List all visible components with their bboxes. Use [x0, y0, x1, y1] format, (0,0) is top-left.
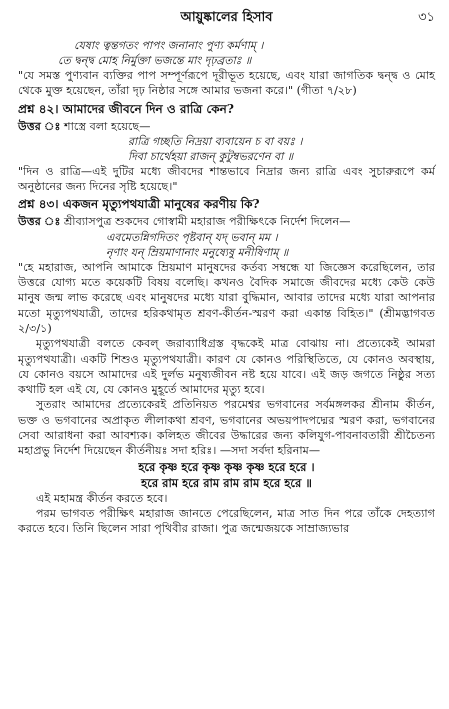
- maha-mantra: [18, 459, 435, 491]
- answer-43: [18, 214, 435, 229]
- verse-line: যেষাং ত্বন্তগতং পাপং জনানাং পুণ্য কর্মণাম্‌ ।: [74, 39, 264, 52]
- verse-day-night: [18, 134, 435, 164]
- chapter-title: আয়ুষ্কালের হিসাব: [180, 10, 273, 25]
- body-paragraph: পরম ভাগবত পরীক্ষিৎ মহারাজ জানতে পেরেছিলেন, মাত্র সাত দিন পরে তাঁকে দেহত্যাগ করতে হবে। তিনি ছিলেন সারা পৃথিবীর রাজা। পুত্র জন্মেজয়কে সাম্রাজ্যভার: [18, 506, 435, 536]
- translation-paragraph: "হে মহারাজ, আপনি আমাকে ম্রিয়মাণ মানুষদের কর্তব্য সম্বন্ধে যা জিজ্ঞেস করেছিলেন, তার উত্তরে যোগ্য মতে কয়েকটি বিষয় বলেছি। কখনও বৈদিক সমাজে জীবদের মধ্যে কেউ কেউ মানুষ জন্ম লাভ করেছে এবং মানুষদের মধ্যে যারা বুদ্ধিমান, আবার তাদের মধ্যে যারা আপনার মতো মৃত্যুপথযাত্রী, তাদের হরিকথামৃত শ্রবণ-কীর্তন-স্মরণ করা একান্ত বিহিত।" (শ্রীমদ্ভাগবত ২/৩/১): [18, 260, 435, 335]
- verse-gita: [18, 38, 435, 68]
- verse-line: তে দ্বন্দ্ব মোহ নির্মুক্তা ভজন্তে মাং দৃঢ়ব্রতাঃ ॥: [58, 54, 252, 67]
- body-paragraph: এই মহামন্ত্র কীর্তন করতে হবে।: [36, 491, 168, 505]
- body-paragraph: সুতরাং আমাদের প্রত্যেকেরই প্রতিনিয়ত পরমেশ্বর ভগবানের সর্বমঙ্গলকর শ্রীনাম কীর্তন, ভক্ত ও ভগবানের অপ্রাকৃত লীলাকথা শ্রবণ, ভগবানের অভয়পাদপদ্মের স্মরণ করা, ভগবানের সেবা আরাধনা করা আবশ্যক। কলিহত জীবের উদ্ধারের জন্য কলিযুগ-পাবনাবতারী শ্রীচৈতন্য মহাপ্রভু নির্দেশ দিয়েছেন কীর্তনীয়ঃ সদা হরিঃ। —সদা সর্বদা হরিনাম—: [18, 398, 435, 458]
- verse-line: এবমেতন্নিগদিতং পৃষ্টবান্‌ যদ্‌ ভবান্‌ মম ।: [106, 230, 278, 244]
- question-label: প্রশ্ন ৪২।: [18, 101, 59, 116]
- page-header: [18, 8, 435, 28]
- question-text: একজন মৃত্যুপথযাত্রী মানুষের করণীয় কি?: [62, 197, 260, 212]
- translation-paragraph: "যে সমস্ত পুণ্যবান ব্যক্তির পাপ সম্পূর্ণরূপে দূরীভূত হয়েছে, এবং যারা জাগতিক দ্বন্দ্ব ও মোহ থেকে মুক্ত হয়েছেন, তাঁরা দৃঢ় নিষ্ঠার সঙ্গে আমার ভজনা করে।" (গীতা ৭/২৮): [18, 69, 435, 98]
- translation-paragraph: "দিন ও রাত্রি—এই দুটির মধ্যে জীবদের শান্তভাবে নিদ্রার জন্য রাত্রি এবং সুচারুরূপে কর্ম অনুষ্ঠানের জন্য দিনের সৃষ্টি হয়েছে।": [18, 164, 435, 194]
- answer-label: উত্তর ঃ: [18, 118, 61, 133]
- answer-42: [18, 119, 435, 134]
- verse-line: রাত্রি গচ্ছতি নিদ্রয়া ব্যবায়েন চ বা বয়ঃ ।: [128, 134, 303, 148]
- answer-text: শ্রীব্যাসপুত্র শুকদেব গোস্বামী মহারাজ পরীক্ষিৎকে নির্দেশ দিলেন—: [63, 215, 351, 229]
- question-label: প্রশ্ন ৪৩।: [18, 197, 59, 212]
- page-number: ৩১: [418, 10, 435, 25]
- question-42: [18, 101, 435, 118]
- question-text: আমাদের জীবনে দিন ও রাত্রি কেন?: [62, 101, 234, 116]
- answer-label: উত্তর ঃ: [18, 214, 61, 229]
- answer-text: শাস্ত্রে বলা হয়েছে—: [63, 119, 151, 133]
- mantra-line: হরে কৃষ্ণ হরে কৃষ্ণ কৃষ্ণ কৃষ্ণ হরে হরে ।: [138, 459, 315, 474]
- question-43: [18, 196, 435, 213]
- verse-line: নৃণাং যন্‌ ম্রিয়মাণানাং মনুষ্যেষু মনীষিণাম্‌ ॥: [106, 245, 289, 259]
- verse-line: দিবা চার্থেহয়া রাজন্‌ কুটুম্বভরণেন বা ॥: [128, 149, 294, 163]
- body-paragraph: মৃত্যুপথযাত্রী বলতে কেবল্‌ জরাব্যাধিগ্রস্ত বৃদ্ধকেই মাত্র বোঝায় না। প্রত্যেকেই আমরা মৃত্যুপথযাত্রী। একটি শিশুও মৃত্যুপথযাত্রী। কারণ যে কোনও পরিস্থিতিতে, যে কোনও অবস্থায়, যে কোনও বয়সে আমাদের এই দুর্লভ মনুষ্যজীবন নষ্ট হয়ে যাবে। এই জড় জগতে নিষ্ঠুর সত্য কথাটি হল এই যে, যে কোনও মুহূর্তে আমাদের মৃত্যু হবে।: [18, 337, 435, 397]
- verse-bhagavatam: [18, 230, 435, 260]
- mantra-line: হরে রাম হরে রাম রাম রাম হরে হরে ॥: [141, 475, 312, 490]
